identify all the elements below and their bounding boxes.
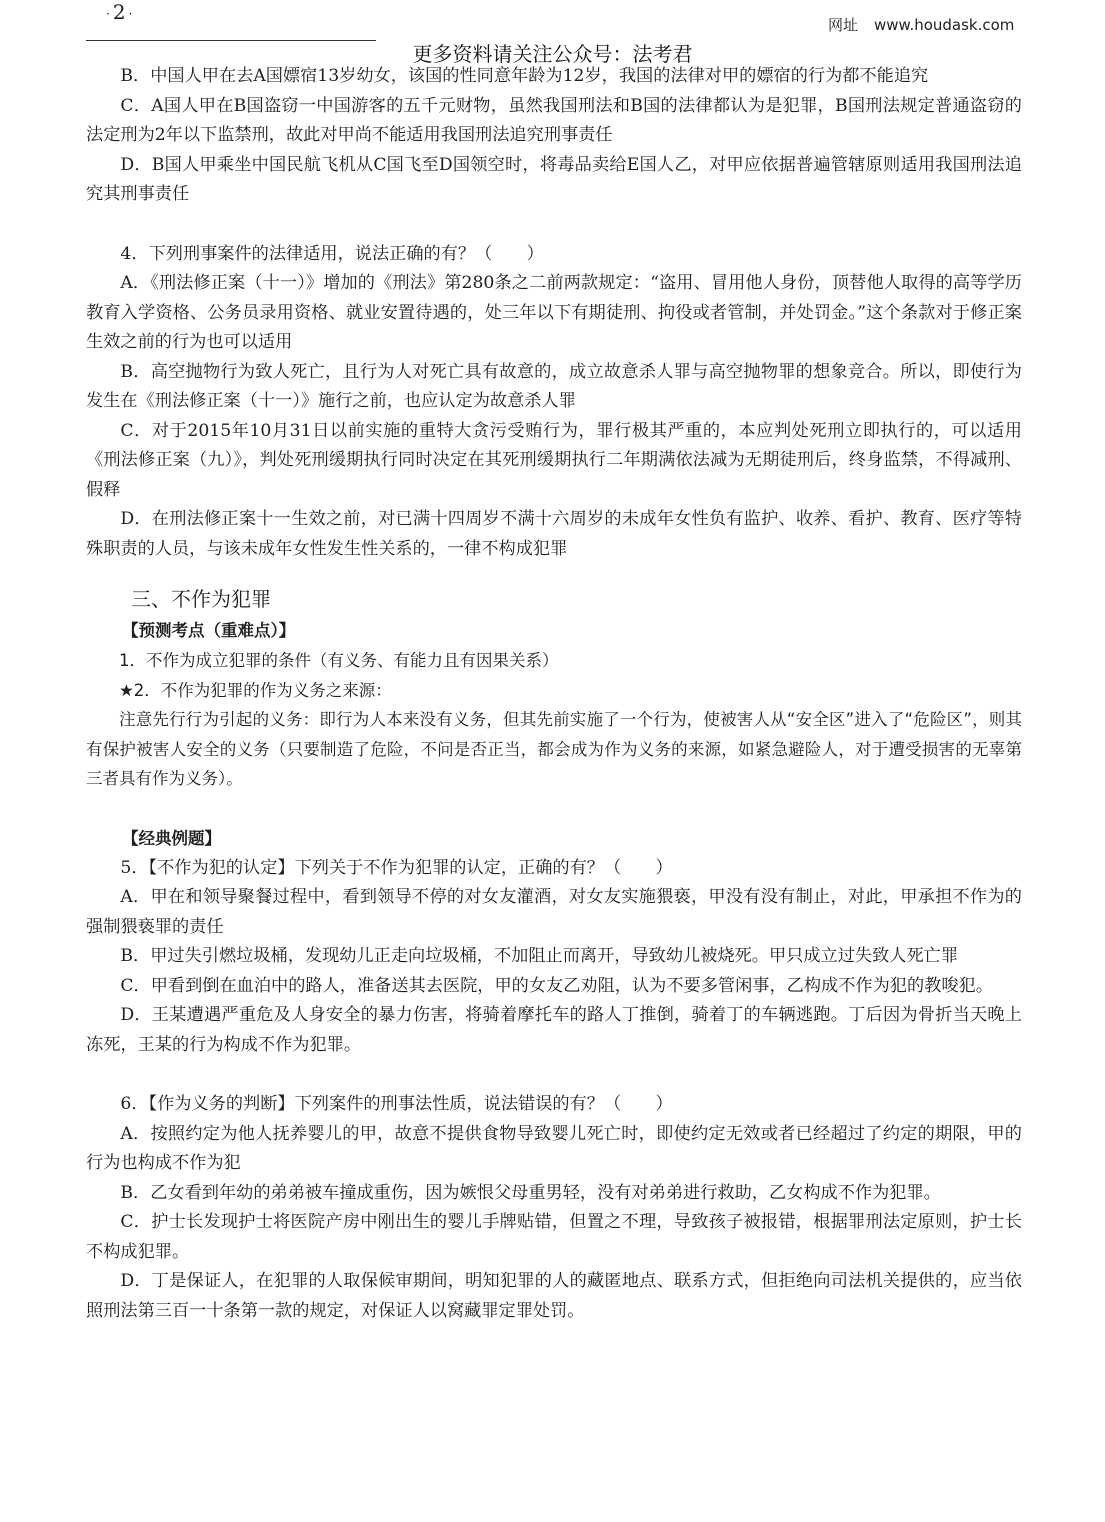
question-6: 6．【作为义务的判断】下列案件的刑事法性质，说法错误的有？（ ） [120,1094,673,1114]
forecast-heading: 【预测考点（重难点）】 [122,621,296,640]
q4-option-c: C．对于2015年10月31日以前实施的重特大贪污受贿行为，罪行极其严重的，本应判处死刑立即执行的，可以适用《刑法修正案（九）》，判处死刑缓期执行同时决定在其死刑缓期执行二年期满依法减为无期徒刑后，终身监禁，不得减刑、假释 [86,420,1022,500]
q6-option-b: B．乙女看到年幼的弟弟被车撞成重伤，因为嫉恨父母重男轻，没有对弟弟进行救助，乙女构成不作为犯罪。 [120,1182,941,1203]
examples-heading: 【经典例题】 [122,828,221,848]
site-label: 网址 [828,16,859,34]
wechat-notice: 更多资料请关注公众号：法考君 [412,42,693,66]
question-4: 4．下列刑事案件的法律适用，说法正确的有？（ ） [120,243,544,264]
site-url[interactable]: www.houdask.com [874,16,1015,34]
q5-option-a: A．甲在和领导聚餐过程中，看到领导不停的对女友灌酒，对女友实施猥亵，甲没有没有制止，对此，甲承担不作为的强制猥亵罪的责任 [86,887,1022,937]
q6-option-c: C．护士长发现护士将医院产房中刚出生的婴儿手牌贴错，但置之不理，导致孩子被报错，根据罪刑法定原则，护士长不构成犯罪。 [86,1212,1022,1262]
q6-option-a: A．按照约定为他人抚养婴儿的甲，故意不提供食物导致婴儿死亡时，即使约定无效或者已经超过了约定的期限，甲的行为也构成不作为犯 [86,1123,1022,1173]
q5-option-d: D．王某遭遇严重危及人身安全的暴力伤害，将骑着摩托车的路人丁推倒，骑着丁的车辆逃跑。丁后因为骨折当天晚上冻死，王某的行为构成不作为犯罪。 [86,1005,1022,1055]
point-2: ★2．不作为犯罪的作为义务之来源： [119,680,392,700]
question-5: 5．【不作为犯的认定】下列关于不作为犯罪的认定，正确的有？（ ） [120,857,673,878]
section-note: 注意先行行为引起的义务：即行为人本来没有义务，但其先前实施了一个行为，使被害人从“安全区”进入了“危险区”，则其有保护被害人安全的义务（只要制造了危险，不问是否正当，都会成为作为义务的来源，如紧急避险人，对于遭受损害的无辜第三者具有作为义务）。 [86,710,1022,788]
page-number: · 2 · [106,0,134,24]
option-b-prev: B．中国人甲在去A国嫖宿13岁幼女，该国的性同意年龄为12岁，我国的法律对甲的嫖宿的行为都不能追究 [120,66,929,86]
q5-option-b: B．甲过失引燃垃圾桶，发现幼儿正走向垃圾桶，不加阻止而离开，导致幼儿被烧死。甲只成立过失致人死亡罪 [120,946,959,966]
option-c-prev: C．A国人甲在B国盗窃一中国游客的五千元财物，虽然我国刑法和B国的法律都认为是犯罪，B国刑法规定普通盗窃的法定刑为2年以下监禁刑，故此对甲尚不能适用我国刑法追究刑事责任 [86,95,1022,145]
q6-option-d: D．丁是保证人，在犯罪的人取保候审期间，明知犯罪的人的藏匿地点、联系方式，但拒绝向司法机关提供的，应当依照刑法第三百一十条第一款的规定，对保证人以窝藏罪定罪处罚。 [86,1271,1022,1321]
option-d-prev: D．B国人甲乘坐中国民航飞机从C国飞至D国领空时，将毒品卖给E国人乙，对甲应依据普遍管辖原则适用我国刑法追究其刑事责任 [86,154,1022,204]
document-body [86,62,1022,1326]
q4-option-a: A．《刑法修正案（十一）》增加的《刑法》第280条之二前两款规定：“盗用、冒用他人身份，顶替他人取得的高等学历教育入学资格、公务员录用资格、就业安置待遇的，处三年以下有期徒刑、拘役或者管制，并处罚金。”这个条款对于修正案生效之前的行为也可以适用 [86,273,1022,352]
site-info [828,14,1014,35]
section-title: 三、不作为犯罪 [131,587,271,611]
point-1: 1．不作为成立犯罪的条件（有义务、有能力且有因果关系） [119,651,559,670]
q5-option-c: C．甲看到倒在血泊中的路人，准备送其去医院，甲的女友乙劝阻，认为不要多管闲事，乙构成不作为犯的教唆犯。 [120,975,993,996]
q4-option-b: B．高空抛物行为致人死亡，且行为人对死亡具有故意的，成立故意杀人罪与高空抛物罪的想象竞合。所以，即使行为发生在《刑法修正案（十一）》施行之前，也应认定为故意杀人罪 [86,361,1022,411]
page-number-value: 2 [112,0,127,24]
q4-option-d: D．在刑法修正案十一生效之前，对已满十四周岁不满十六周岁的未成年女性负有监护、收养、看护、教育、医疗等特殊职责的人员，与该未成年女性发生性关系的，一律不构成犯罪 [86,509,1022,559]
